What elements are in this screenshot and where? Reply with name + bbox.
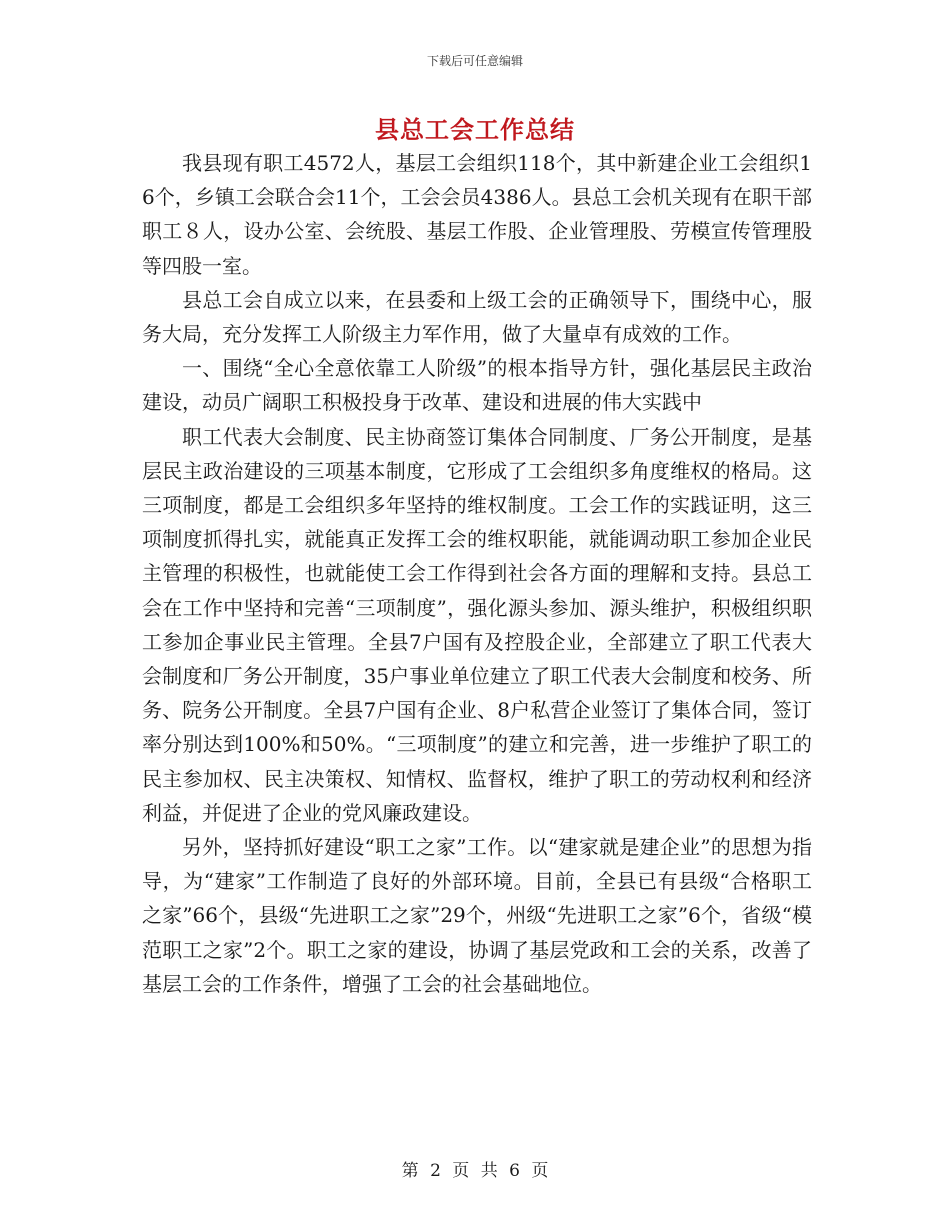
paragraph-intro: 县总工会自成立以来，在县委和上级工会的正确领导下，围绕中心，服务大局，充分发挥工人阶级主力军作用，做了大量卓有成效的工作。 xyxy=(142,287,812,347)
paragraph-overview: 我县现有职工4572人，基层工会组织118个，其中新建企业工会组织16个，乡镇工会联合会11个，工会会员4386人。县总工会机关现有在职干部职工８人，设办公室、会统股、基层工作股、企业管理股、劳模宣传管理股等四股一室。 xyxy=(142,151,812,278)
paragraph-three-systems: 职工代表大会制度、民主协商签订集体合同制度、厂务公开制度，是基层民主政治建设的三项基本制度，它形成了工会组织多角度维权的格局。这三项制度，都是工会组织多年坚持的维权制度。工会工作的实践证明，这三项制度抓得扎实，就能真正发挥工会的维权职能，就能调动职工参加企业民主管理的积极性，也就能使工会工作得到社会各方面的理解和支持。县总工会在工作中坚持和完善“三项制度”，强化源头参加、源头维护，积极组织职工参加企事业民主管理。全县7户国有及控股企业，全部建立了职工代表大会制度和厂务公开制度，35户事业单位建立了职工代表大会制度和校务、所务、院务公开制度。全县7户国有企业、8户私营企业签订了集体合同，签订率分别达到100%和50%。“三项制度”的建立和完善，进一步维护了职工的民主参加权、民主决策权、知情权、监督权，维护了职工的劳动权利和经济利益，并促进了企业的党风廉政建设。 xyxy=(142,424,812,825)
section-heading-1: 一、围绕“全心全意依靠工人阶级”的根本指导方针，强化基层民主政治建设，动员广阔职工积极投身于改革、建设和进展的伟大实践中 xyxy=(142,356,812,415)
document-body xyxy=(142,146,812,1001)
document-title: 县总工会工作总结 xyxy=(375,115,575,144)
page-number-footer: 第 2 页 共 6 页 xyxy=(401,1161,549,1181)
paragraph-workers-home: 另外，坚持抓好建设“职工之家”工作。以“建家就是建企业”的思想为指导，为“建家”工作制造了良好的外部环境。目前，全县已有县级“合格职工之家”66个，县级“先进职工之家”29个，州级“先进职工之家”6个，省级“模范职工之家”2个。职工之家的建设，协调了基层党政和工会的关系，改善了基层工会的工作条件，增强了工会的社会基础地位。 xyxy=(142,835,812,996)
page-header-note: 下载后可任意编辑 xyxy=(426,54,523,68)
